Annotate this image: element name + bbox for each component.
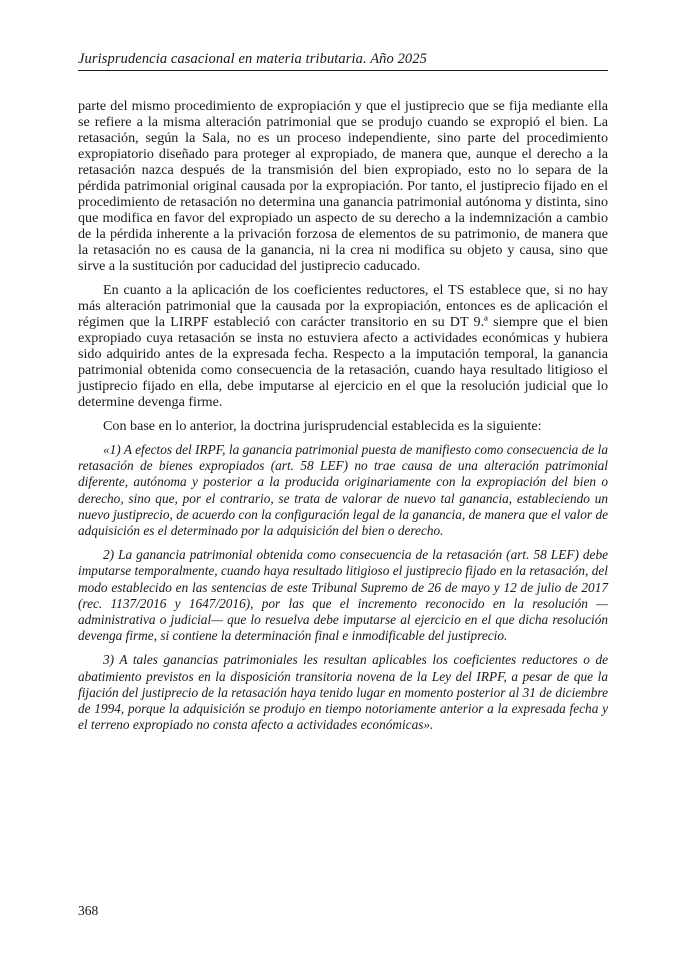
header-divider (78, 70, 608, 71)
body-paragraph: Con base en lo anterior, la doctrina jurisprudencial establecida es la siguiente: (103, 418, 542, 434)
page-number: 368 (78, 903, 99, 918)
page-body (78, 98, 608, 741)
running-header: Jurisprudencia casacional en materia tributaria. Año 2025 (78, 51, 427, 67)
body-paragraph: parte del mismo procedimiento de expropiación y que el justiprecio que se fija mediante ella se refiere a la misma alteración patrimonial que se produjo cuando se expropió el bien. La retasación, según la Sala, no es un proceso independiente, sino parte del procedimiento expropiatorio diseñado para proteger al expropiado, de manera que, aunque el derecho a la retasación nazca después de la transmisión del bien expropiado, esto no lo separa de la pérdida patrimonial original causada por la expropiación. Por tanto, el justiprecio fijado en el procedimiento de retasación no determina una ganancia patrimonial autónoma y distinta, sino que modifica en favor del expropiado un aspecto de su derecho a la indemnización a cambio de la pérdida inherente a la privación forzosa de elementos de su patrimonio, de manera que la retasación no es causa de la ganancia, ni la crea ni modifica su objeto y causa, sino que sirve a la sustitución por caducidad del justiprecio caducado. (78, 98, 608, 274)
body-paragraph: En cuanto a la aplicación de los coeficientes reductores, el TS establece que, si no hay más alteración patrimonial que la causada por la expropiación, entonces es de aplicación el régimen que la LIRPF estableció con carácter transitorio en su DT 9.ª siempre que el bien expropiado cuya retasación se insta no estuviera afecto a actividades económicas y hubiera sido adquirido antes de la expresada fecha. Respecto a la imputación temporal, la ganancia patrimonial obtenida como consecuencia de la retasación, cuando haya resultado litigioso el justiprecio fijado en ella, debe imputarse al ejercicio en el que la resolución judicial que lo determine devenga firme. (78, 282, 608, 410)
doctrine-quote-1: «1) A efectos del IRPF, la ganancia patrimonial puesta de manifiesto como consecuencia de la retasación de bienes expropiados (art. 58 LEF) no trae causa de una alteración patrimonial diferente, autónoma y posterior a la producida originariamente con la expropiación del bien o derecho, sino que, por el contrario, se trata de valorar de nuevo tal ganancia, estableciendo un nuevo justiprecio, de acuerdo con la configuración legal de la ganancia, de manera que el valor de adquisición es el determinado por la adquisición del bien o derecho. (78, 442, 608, 539)
doctrine-quote-2: 2) La ganancia patrimonial obtenida como consecuencia de la retasación (art. 58 LEF) debe imputarse temporalmente, cuando haya resultado litigioso el justiprecio fijado en la retasación, del modo establecido en las sentencias de este Tribunal Supremo de 26 de mayo y 12 de julio de 2017 (rec. 1137/2016 y 1647/2016), por las que el incremento reconocido en la resolución —administrativa o judicial— que lo resuelva debe imputarse al ejercicio en el que dicha resolución devenga firme, si contiene la determinación final e inmodificable del justiprecio. (78, 547, 608, 644)
doctrine-quote-3: 3) A tales ganancias patrimoniales les resultan aplicables los coeficientes reductores o de abatimiento previstos en la disposición transitoria novena de la Ley del IRPF, a pesar de que la fijación del justiprecio de la retasación haya tenido lugar en momento posterior al 31 de diciembre de 1994, porque la adquisición se produjo en tiempo notoriamente anterior a la expresada fecha y el terreno expropiado no consta afecto a actividades económicas». (78, 652, 608, 733)
